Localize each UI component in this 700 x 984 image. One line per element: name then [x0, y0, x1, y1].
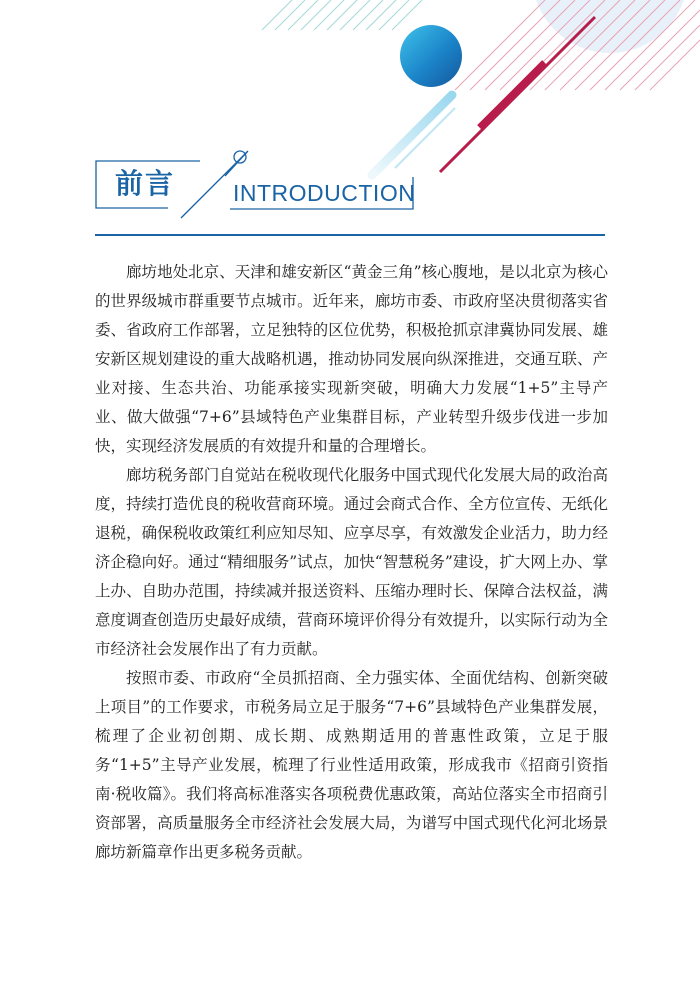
crimson-diagonal-thick-bar	[480, 63, 545, 128]
header-ring-ornament	[234, 151, 246, 163]
paragraph-3: 按照市委、市政府“全员抓招商、全力强实体、全面优结构、创新突破上项目”的工作要求，市税务局立足于服务“7+6”县域特色产业集群发展，梳理了企业初创期、成长期、成熟期适用的普惠性政策，立足于服务“1+5”主导产业发展，梳理了行业性适用政策，形成我市《招商引资指南·税收篇》。我们将高标准落实各项税费优惠政策，高站位落实全市招商引资部署，高质量服务全市经济社会发展大局，为谱写中国式现代化河北场景廊坊新篇章作出更多税务贡献。	[95, 669, 608, 861]
page-title: 前言	[115, 167, 176, 200]
paragraph-2: 廊坊税务部门自觉站在税收现代化服务中国式现代化发展大局的政治高度，持续打造优良的税收营商环境。通过会商式合作、全方位宣传、无纸化退税，确保税收政策红利应知尽知、应享尽享，有效激发企业活力，助力经济企稳向好。通过“精细服务”试点，加快“智慧税务”建设，扩大网上办、掌上办、自助办范围，持续减并报送资料、压缩办理时长、保障合法权益，满意度调查创造历史最好成绩，营商环境评价得分有效提升，以实际行动为全市经济社会发展作出了有力贡献。	[95, 466, 608, 658]
light-blue-streak	[372, 95, 452, 175]
header-divider	[95, 234, 605, 236]
page-subtitle-english: INTRODUCTION	[233, 180, 416, 206]
paragraph-1: 廊坊地处北京、天津和雄安新区“黄金三角”核心腹地，是以北京为核心的世界级城市群重要节点城市。近年来，廊坊市委、市政府坚决贯彻落实省委、省政府工作部署，立足独特的区位优势，积极抢抓京津冀协同发展、雄安新区规划建设的重大战略机遇，推动协同发展向纵深推进，交通互联、产业对接、生态共治、功能承接实现新突破，明确大力发展“1+5”主导产业、做大做强“7+6”县域特色产业集群目标，产业转型升级步伐进一步加快，实现经济发展质的有效提升和量的合理增长。	[95, 263, 608, 455]
teal-stripes-pattern	[262, 0, 422, 30]
blue-orb-shape	[400, 25, 462, 87]
body-text	[95, 258, 608, 867]
